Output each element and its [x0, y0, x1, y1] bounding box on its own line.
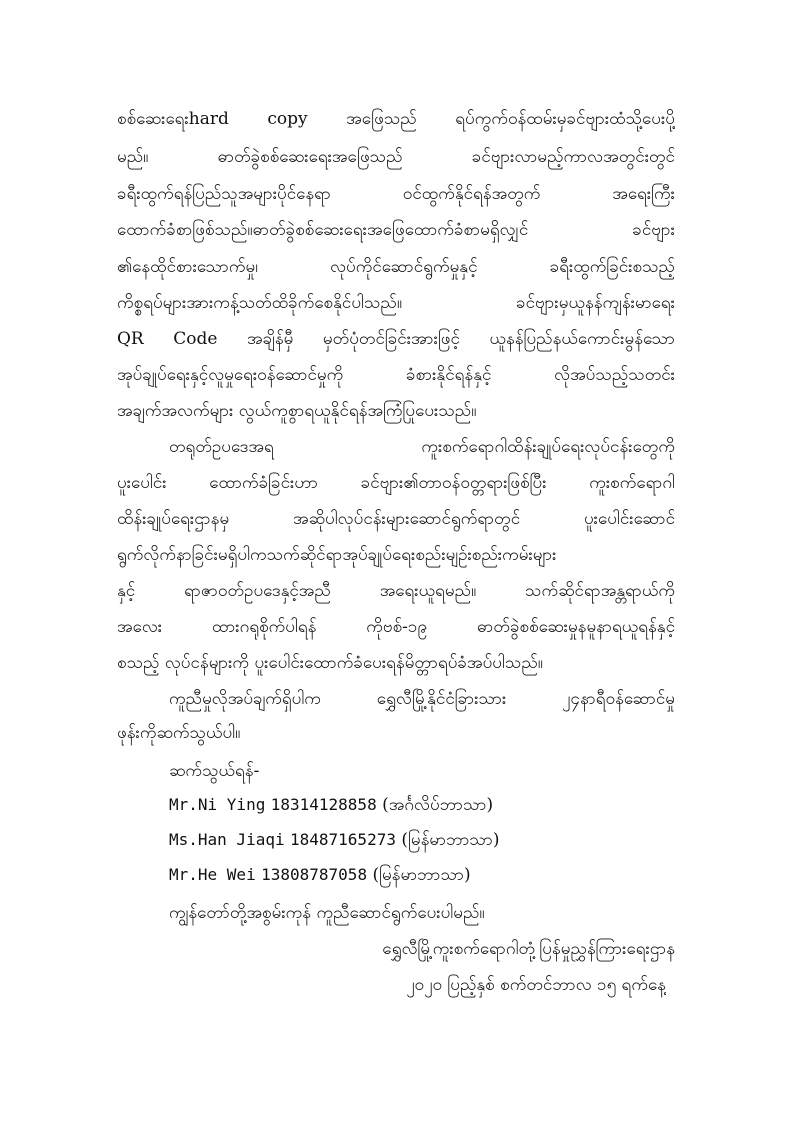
- contact-row: [169, 864, 675, 888]
- contact-phone[interactable]: 18314128858: [270, 795, 377, 814]
- paragraph-2-line-2: ပူးပေါင်း ထောက်ခံခြင်းဟာ ခင်ဗျား၏တာဝန်ဝတ္တရားဖြစ်ပြီး ကူးစက်ရောဂါ: [117, 473, 675, 493]
- contact-name: Ms.Han Jiaqi: [169, 830, 285, 849]
- signature-date: ၂၀၂၀ ပြည့်နှစ် စက်တင်ဘာလ ၁၅ ရက်နေ့: [406, 975, 666, 995]
- paragraph-2-line-5: နှင့် ရာဇာဝတ်ဥပဒေနှင့်အညီ အရေးယူရမည်။ သက်ဆိုင်ရာအန္တရာယ်ကို: [117, 581, 675, 601]
- paragraph-1-line-1: စစ်ဆေးရေးhard copy အဖြေသည် ရပ်ကွက်ဝန်ထမ်းမှခင်ဗျားထံသို့ပေးပို့: [117, 109, 675, 129]
- paragraph-3-line-2: ဖုန်းကိုဆက်သွယ်ပါ။: [117, 723, 241, 743]
- contact-row: [169, 829, 675, 853]
- contact-name: Mr.Ni Ying: [169, 795, 266, 814]
- contact-phone[interactable]: 13808787058: [261, 865, 368, 884]
- contact-language: (မြန်မာဘာသာ): [372, 865, 471, 885]
- contact-row: [169, 794, 675, 818]
- contact-name: Mr.He Wei: [169, 865, 256, 884]
- paragraph-1-line-7: QR Code အချိန်မှီ မှတ်ပုံတင်ခြင်းအားဖြင့် ယူနန်ပြည်နယ်ကောင်းမွန်သော: [117, 329, 675, 349]
- paragraph-1-line-4: ထောက်ခံစာဖြစ်သည်။ဓာတ်ခွဲစစ်ဆေးရေးအဖြေထောက်ခံစာမရှိလျှင် ခင်ဗျား: [117, 220, 675, 240]
- signature-organization: ရွှေလီမြို့ကူးစက်ရောဂါတုံ့ပြန်မှုညွှန်ကြားရေးဌာန: [382, 939, 675, 959]
- contact-phone[interactable]: 18487165273: [290, 830, 396, 849]
- paragraph-1-line-9: အချက်အလက်များ လွယ်ကူစွာရယူနိုင်ရန်အကြံပြုပေးသည်။: [117, 401, 477, 421]
- paragraph-1-line-3: ခရီးထွက်ရန်ပြည်သူအများပိုင်နေရာ ဝင်ထွက်နိုင်ရန်အတွက် အရေးကြီး: [117, 184, 675, 204]
- paragraph-2-line-4: ရွက်လိုက်နာခြင်းမရှိပါကသက်ဆိုင်ရာအုပ်ချုပ်ရေးစည်းမျဉ်းစည်းကမ်းများ: [117, 545, 557, 565]
- paragraph-3-line-1: ကူညီမှုလိုအပ်ချက်ရှိပါက ရွှေလီမြို့နိုင်ငံခြားသား ၂၄နာရီဝန်ဆောင်မှု: [169, 689, 675, 709]
- paragraph-1-line-2: မည်။ ဓာတ်ခွဲစစ်ဆေးရေးအဖြေသည် ခင်ဗျားလာမည့်ကာလအတွင်းတွင်: [117, 147, 675, 167]
- closing-line: ကျွန်တော်တို့အစွမ်းကုန် ကူညီဆောင်ရွက်ပေးပါမည်။: [169, 903, 485, 923]
- paragraph-2-line-1: တရုတ်ဥပဒေအရ ကူးစက်ရောဂါထိန်းချုပ်ရေးလုပ်ငန်းတွေကို: [169, 437, 675, 457]
- contact-heading: ဆက်သွယ်ရန်-: [169, 761, 260, 781]
- paragraph-1-line-5: ၏နေထိုင်စားသောက်မှု၊ လုပ်ကိုင်ဆောင်ရွက်မှုနှင့် ခရီးထွက်ခြင်းစသည့်: [117, 257, 675, 277]
- contact-language: (မြန်မာဘာသာ): [401, 830, 500, 850]
- paragraph-2-line-6: အလေး ထားဂရုစိုက်ပါရန် ကိုဗစ်-၁၉ ဓာတ်ခွဲစစ်ဆေးမှုနမူနာရယူရန်နှင့်: [117, 617, 675, 637]
- paragraph-2-line-3: ထိန်းချုပ်ရေးဌာနမှ အဆိုပါလုပ်ငန်းများဆောင်ရွက်ရာတွင် ပူးပေါင်းဆောင်: [117, 509, 675, 529]
- paragraph-1-line-8: အုပ်ချုပ်ရေးနှင့်လူမှုရေးဝန်ဆောင်မှုကို ခံစားနိုင်ရန်နှင့် လိုအပ်သည့်သတင်း: [117, 365, 675, 385]
- paragraph-1-line-6: ကိစ္စရပ်များအားကန့်သတ်ထိခိုက်စေနိုင်ပါသည်။ ခင်ဗျားမှယူနန်ကျန်းမာရေး: [117, 293, 675, 313]
- contact-language: (အင်္ဂလိပ်ဘာသာ): [382, 795, 494, 815]
- paragraph-2-line-7: စသည့် လုပ်ငန်များကို ပူးပေါင်းထောက်ခံပေးရန်မိတ္တာရပ်ခံအပ်ပါသည်။: [117, 653, 543, 673]
